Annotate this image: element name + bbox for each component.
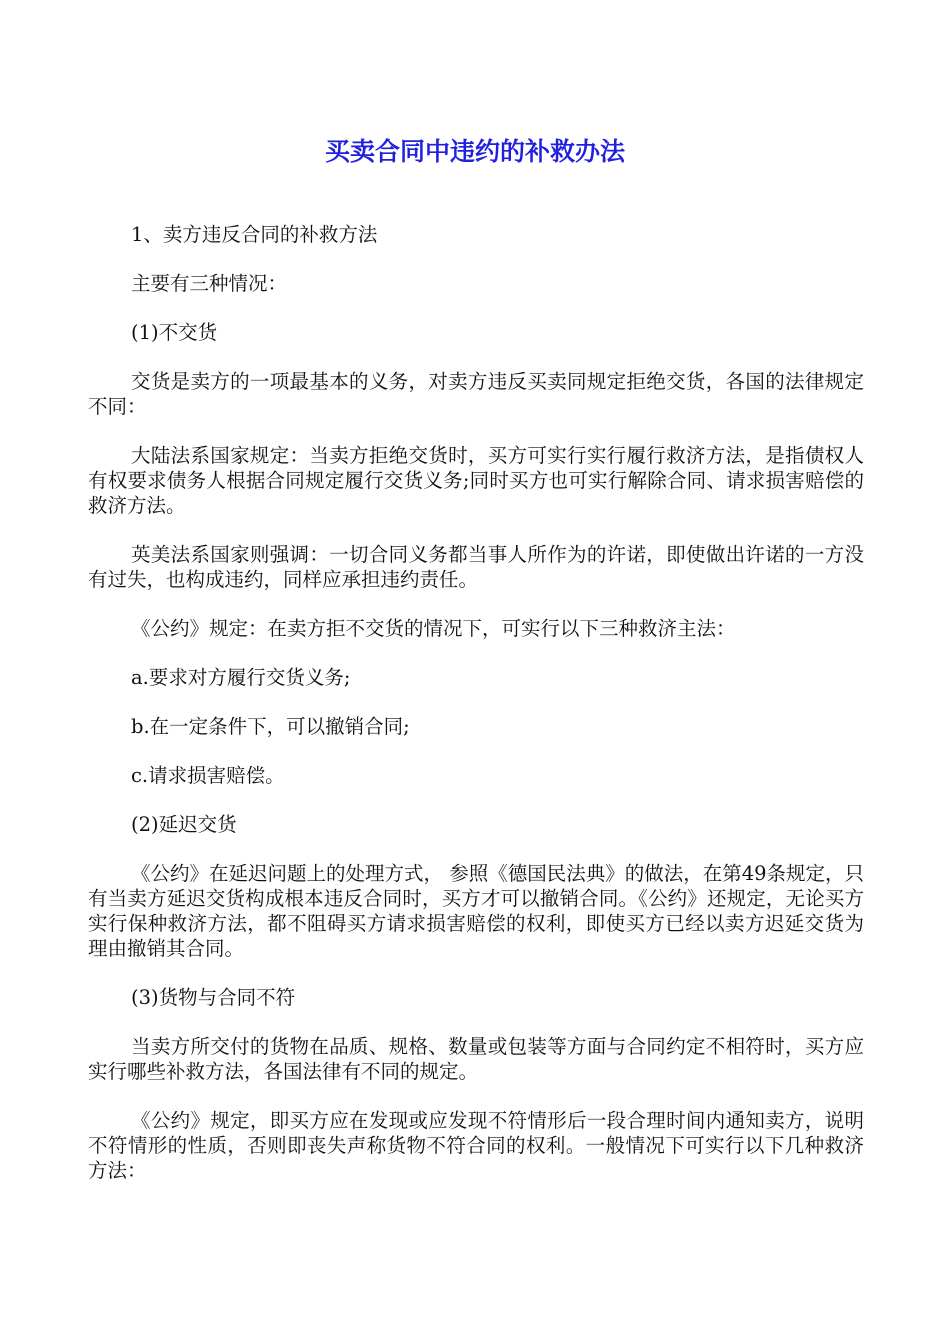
paragraph: b.在一定条件下，可以撤销合同; bbox=[131, 715, 410, 738]
paragraph: (3)货物与合同不符 bbox=[131, 986, 296, 1009]
paragraph: 当卖方所交付的货物在品质、规格、数量或包装等方面与合同约定不相符时，买方应实行哪些补救方法，各国法律有不同的规定。 bbox=[88, 1035, 864, 1083]
paragraph: (1)不交货 bbox=[131, 321, 218, 344]
paragraph: c.请求损害赔偿。 bbox=[131, 764, 285, 787]
paragraph: 主要有三种情况： bbox=[131, 272, 288, 295]
paragraph: 《公约》规定，即买方应在发现或应发现不符情形后一段合理时间内通知卖方，说明不符情形的性质，否则即丧失声称货物不符合同的权利。一般情况下可实行以下几种救济方法： bbox=[88, 1109, 864, 1182]
paragraph: 《公约》规定：在卖方拒不交货的情况下，可实行以下三种救济主法： bbox=[131, 617, 736, 640]
paragraph: 交货是卖方的一项最基本的义务，对卖方违反买卖同规定拒绝交货，各国的法律规定不同： bbox=[88, 370, 864, 418]
paragraph: a.要求对方履行交货义务; bbox=[131, 666, 351, 689]
document-body bbox=[88, 222, 864, 1207]
paragraph: 《公约》在延迟问题上的处理方式， 参照《德国民法典》的做法，在第49条规定，只有当卖方延迟交货构成根本违反合同时，买方才可以撤销合同。《公约》还规定，无论买方实行保种救济方法，都不阻碍买方请求损害赔偿的权利，即使买方已经以卖方迟延交货为理由撤销其合同。 bbox=[88, 862, 865, 960]
paragraph: 1、卖方违反合同的补救方法 bbox=[131, 223, 378, 246]
paragraph: 英美法系国家则强调：一切合同义务都当事人所作为的许诺，即使做出许诺的一方没有过失，也构成违约，同样应承担违约责任。 bbox=[88, 543, 864, 591]
paragraph: 大陆法系国家规定：当卖方拒绝交货时，买方可实行实行履行救济方法，是指债权人有权要求债务人根据合同规定履行交货义务;同时买方也可实行解除合同、请求损害赔偿的救济方法。 bbox=[88, 444, 864, 517]
document-title: 买卖合同中违约的补救办法 bbox=[324, 137, 625, 166]
paragraph: (2)延迟交货 bbox=[131, 813, 237, 836]
